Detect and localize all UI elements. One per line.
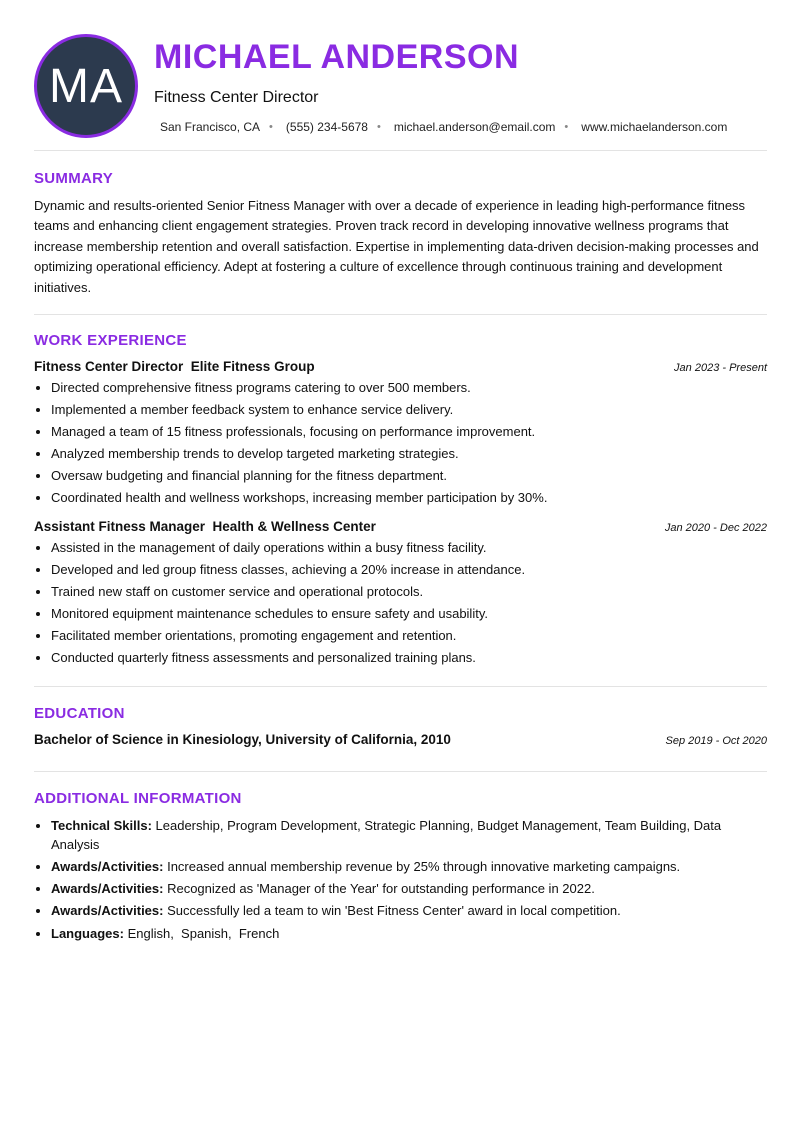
candidate-name: MICHAEL ANDERSON xyxy=(154,38,520,76)
education-degree: Bachelor of Science in Kinesiology, University of California, 2010 xyxy=(34,732,451,748)
item-text: English, Spanish, French xyxy=(123,926,280,942)
education-section xyxy=(34,687,767,772)
item-text: Leadership, Program Development, Strategic Planning, Budget Management, Team Building, Data Analysis xyxy=(51,818,722,853)
job-bullets xyxy=(34,537,767,669)
bullet-separator: • xyxy=(564,121,569,133)
bullet-separator: • xyxy=(376,121,381,133)
item-text: Recognized as 'Manager of the Year' for outstanding performance in 2022. xyxy=(163,881,595,897)
summary-section xyxy=(34,151,767,315)
avatar-initials: MA xyxy=(49,59,123,113)
job-date: Jan 2023 - Present xyxy=(674,362,767,375)
list-item xyxy=(51,816,767,854)
contact-website[interactable]: www.michaelanderson.com xyxy=(581,120,728,134)
section-heading-education: EDUCATION xyxy=(34,705,125,723)
section-heading-summary: SUMMARY xyxy=(34,170,114,187)
job-title: Fitness Center Director Elite Fitness Group xyxy=(34,359,315,375)
contact-location: San Francisco, CA xyxy=(160,120,261,134)
job-bullets xyxy=(34,377,767,509)
resume-page xyxy=(34,0,767,946)
list-item: • Facilitated member orientations, promoting engagement and retention. xyxy=(51,625,767,647)
contact-email[interactable]: michael.anderson@email.com xyxy=(393,120,556,134)
list-item: • Assisted in the management of daily operations within a busy fitness facility. xyxy=(51,537,767,559)
list-item xyxy=(51,857,767,876)
additional-list xyxy=(34,816,767,943)
additional-section xyxy=(34,772,767,943)
job-header xyxy=(34,359,767,374)
resume-header xyxy=(34,0,767,151)
item-label: Awards/Activities: xyxy=(51,881,164,897)
education-entry xyxy=(34,732,767,747)
job-entry xyxy=(34,519,767,669)
education-date: Sep 2019 - Oct 2020 xyxy=(665,735,767,748)
item-label: Technical Skills: xyxy=(51,818,152,834)
bullet-separator: • xyxy=(269,121,273,133)
contact-phone: (555) 234-5678 xyxy=(285,120,368,134)
list-item xyxy=(51,901,767,920)
list-item: • Coordinated health and wellness workshops, increasing member participation by 30%. xyxy=(51,487,767,509)
list-item xyxy=(51,879,767,898)
list-item: • Monitored equipment maintenance schedules to ensure safety and usability. xyxy=(51,603,767,625)
list-item: • Oversaw budgeting and financial planning for the fitness department. xyxy=(51,465,767,487)
avatar xyxy=(34,34,138,138)
job-date: Jan 2020 - Dec 2022 xyxy=(664,522,767,535)
job-entry xyxy=(34,359,767,509)
list-item: • Managed a team of 15 fitness professionals, focusing on performance improvement. xyxy=(51,421,767,443)
item-label: Awards/Activities: xyxy=(51,859,164,875)
item-text: Increased annual membership revenue by 25% through innovative marketing campaigns. xyxy=(163,859,681,875)
summary-text: Dynamic and results-oriented Senior Fitness Manager with over a decade of experience in leading high-performance fitness teams and enhancing client engagement strategies. Proven track record in developing innovative wellness programs that increase membership retention and overall satisfaction. Expertise in implementing data-driven decision-making processes and optimizing operational efficiency. Adept at fostering a culture of excellence through continuous training and development initiatives. xyxy=(34,198,759,295)
item-label: Languages: xyxy=(51,926,124,942)
list-item xyxy=(51,924,767,943)
candidate-title: Fitness Center Director xyxy=(154,89,319,106)
section-heading-experience: WORK EXPERIENCE xyxy=(34,332,187,350)
list-item: • Directed comprehensive fitness programs catering to over 500 members. xyxy=(51,377,767,399)
job-header xyxy=(34,519,767,534)
job-title: Assistant Fitness Manager Health & Wellness Center xyxy=(34,519,376,535)
list-item: • Trained new staff on customer service and operational protocols. xyxy=(51,581,767,603)
item-text: Successfully led a team to win 'Best Fitness Center' award in local competition. xyxy=(163,903,621,919)
item-label: Awards/Activities: xyxy=(51,903,164,919)
contact-line xyxy=(160,120,727,134)
list-item: • Analyzed membership trends to develop targeted marketing strategies. xyxy=(51,443,767,465)
section-heading-additional: ADDITIONAL INFORMATION xyxy=(34,790,242,808)
list-item: • Implemented a member feedback system to enhance service delivery. xyxy=(51,399,767,421)
experience-section xyxy=(34,315,767,687)
list-item: • Conducted quarterly fitness assessments and personalized training plans. xyxy=(51,647,767,669)
list-item: • Developed and led group fitness classes, achieving a 20% increase in attendance. xyxy=(51,559,767,581)
